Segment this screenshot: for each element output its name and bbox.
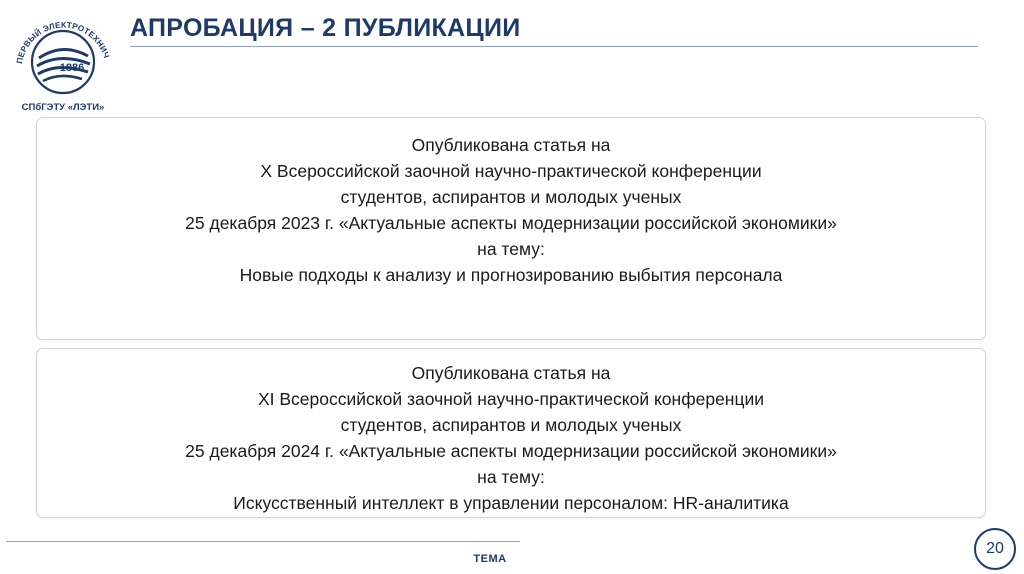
publication-line: Опубликована статья на — [411, 135, 611, 155]
publication-line: X Всероссийской заочной научно-практической конференции — [260, 161, 762, 181]
footer-label: ТЕМА — [473, 553, 507, 565]
publication-line: 25 декабря 2023 г. «Актуальные аспекты модернизации российской экономики» — [185, 213, 837, 233]
publication-topic: Искусственный интеллект в управлении персоналом: HR-аналитика — [233, 493, 789, 513]
logo-arc-text: ПЕРВЫЙ ЭЛЕКТРОТЕХНИЧ — [15, 20, 111, 65]
page-number: 20 — [986, 540, 1004, 557]
title-divider — [130, 46, 978, 47]
publication-line: 25 декабря 2024 г. «Актуальные аспекты модернизации российской экономики» — [185, 441, 837, 461]
publication-topic: Новые подходы к анализу и прогнозированию выбытия персонала — [239, 265, 783, 285]
university-logo — [8, 6, 118, 116]
publication-line: XI Всероссийской заочной научно-практической конференции — [257, 389, 765, 409]
publication-card-1 — [36, 117, 986, 340]
logo-year: 1886 — [59, 62, 85, 74]
publication-text-2 — [37, 349, 985, 516]
publication-text-1 — [37, 118, 985, 288]
publication-line: студентов, аспирантов и молодых ученых — [340, 415, 682, 435]
publication-line: на тему: — [477, 239, 545, 259]
logo-bottom-text: СПбГЭТУ «ЛЭТИ» — [21, 102, 105, 113]
footer-divider — [6, 541, 520, 542]
university-seal-icon — [8, 6, 118, 116]
publication-card-2 — [36, 348, 986, 518]
publication-line: студентов, аспирантов и молодых ученых — [340, 187, 682, 207]
publication-line: Опубликована статья на — [411, 363, 611, 383]
publication-line: на тему: — [477, 467, 545, 487]
page-title: АПРОБАЦИЯ – 2 ПУБЛИКАЦИИ — [130, 14, 521, 42]
page-number-badge — [974, 528, 1016, 570]
